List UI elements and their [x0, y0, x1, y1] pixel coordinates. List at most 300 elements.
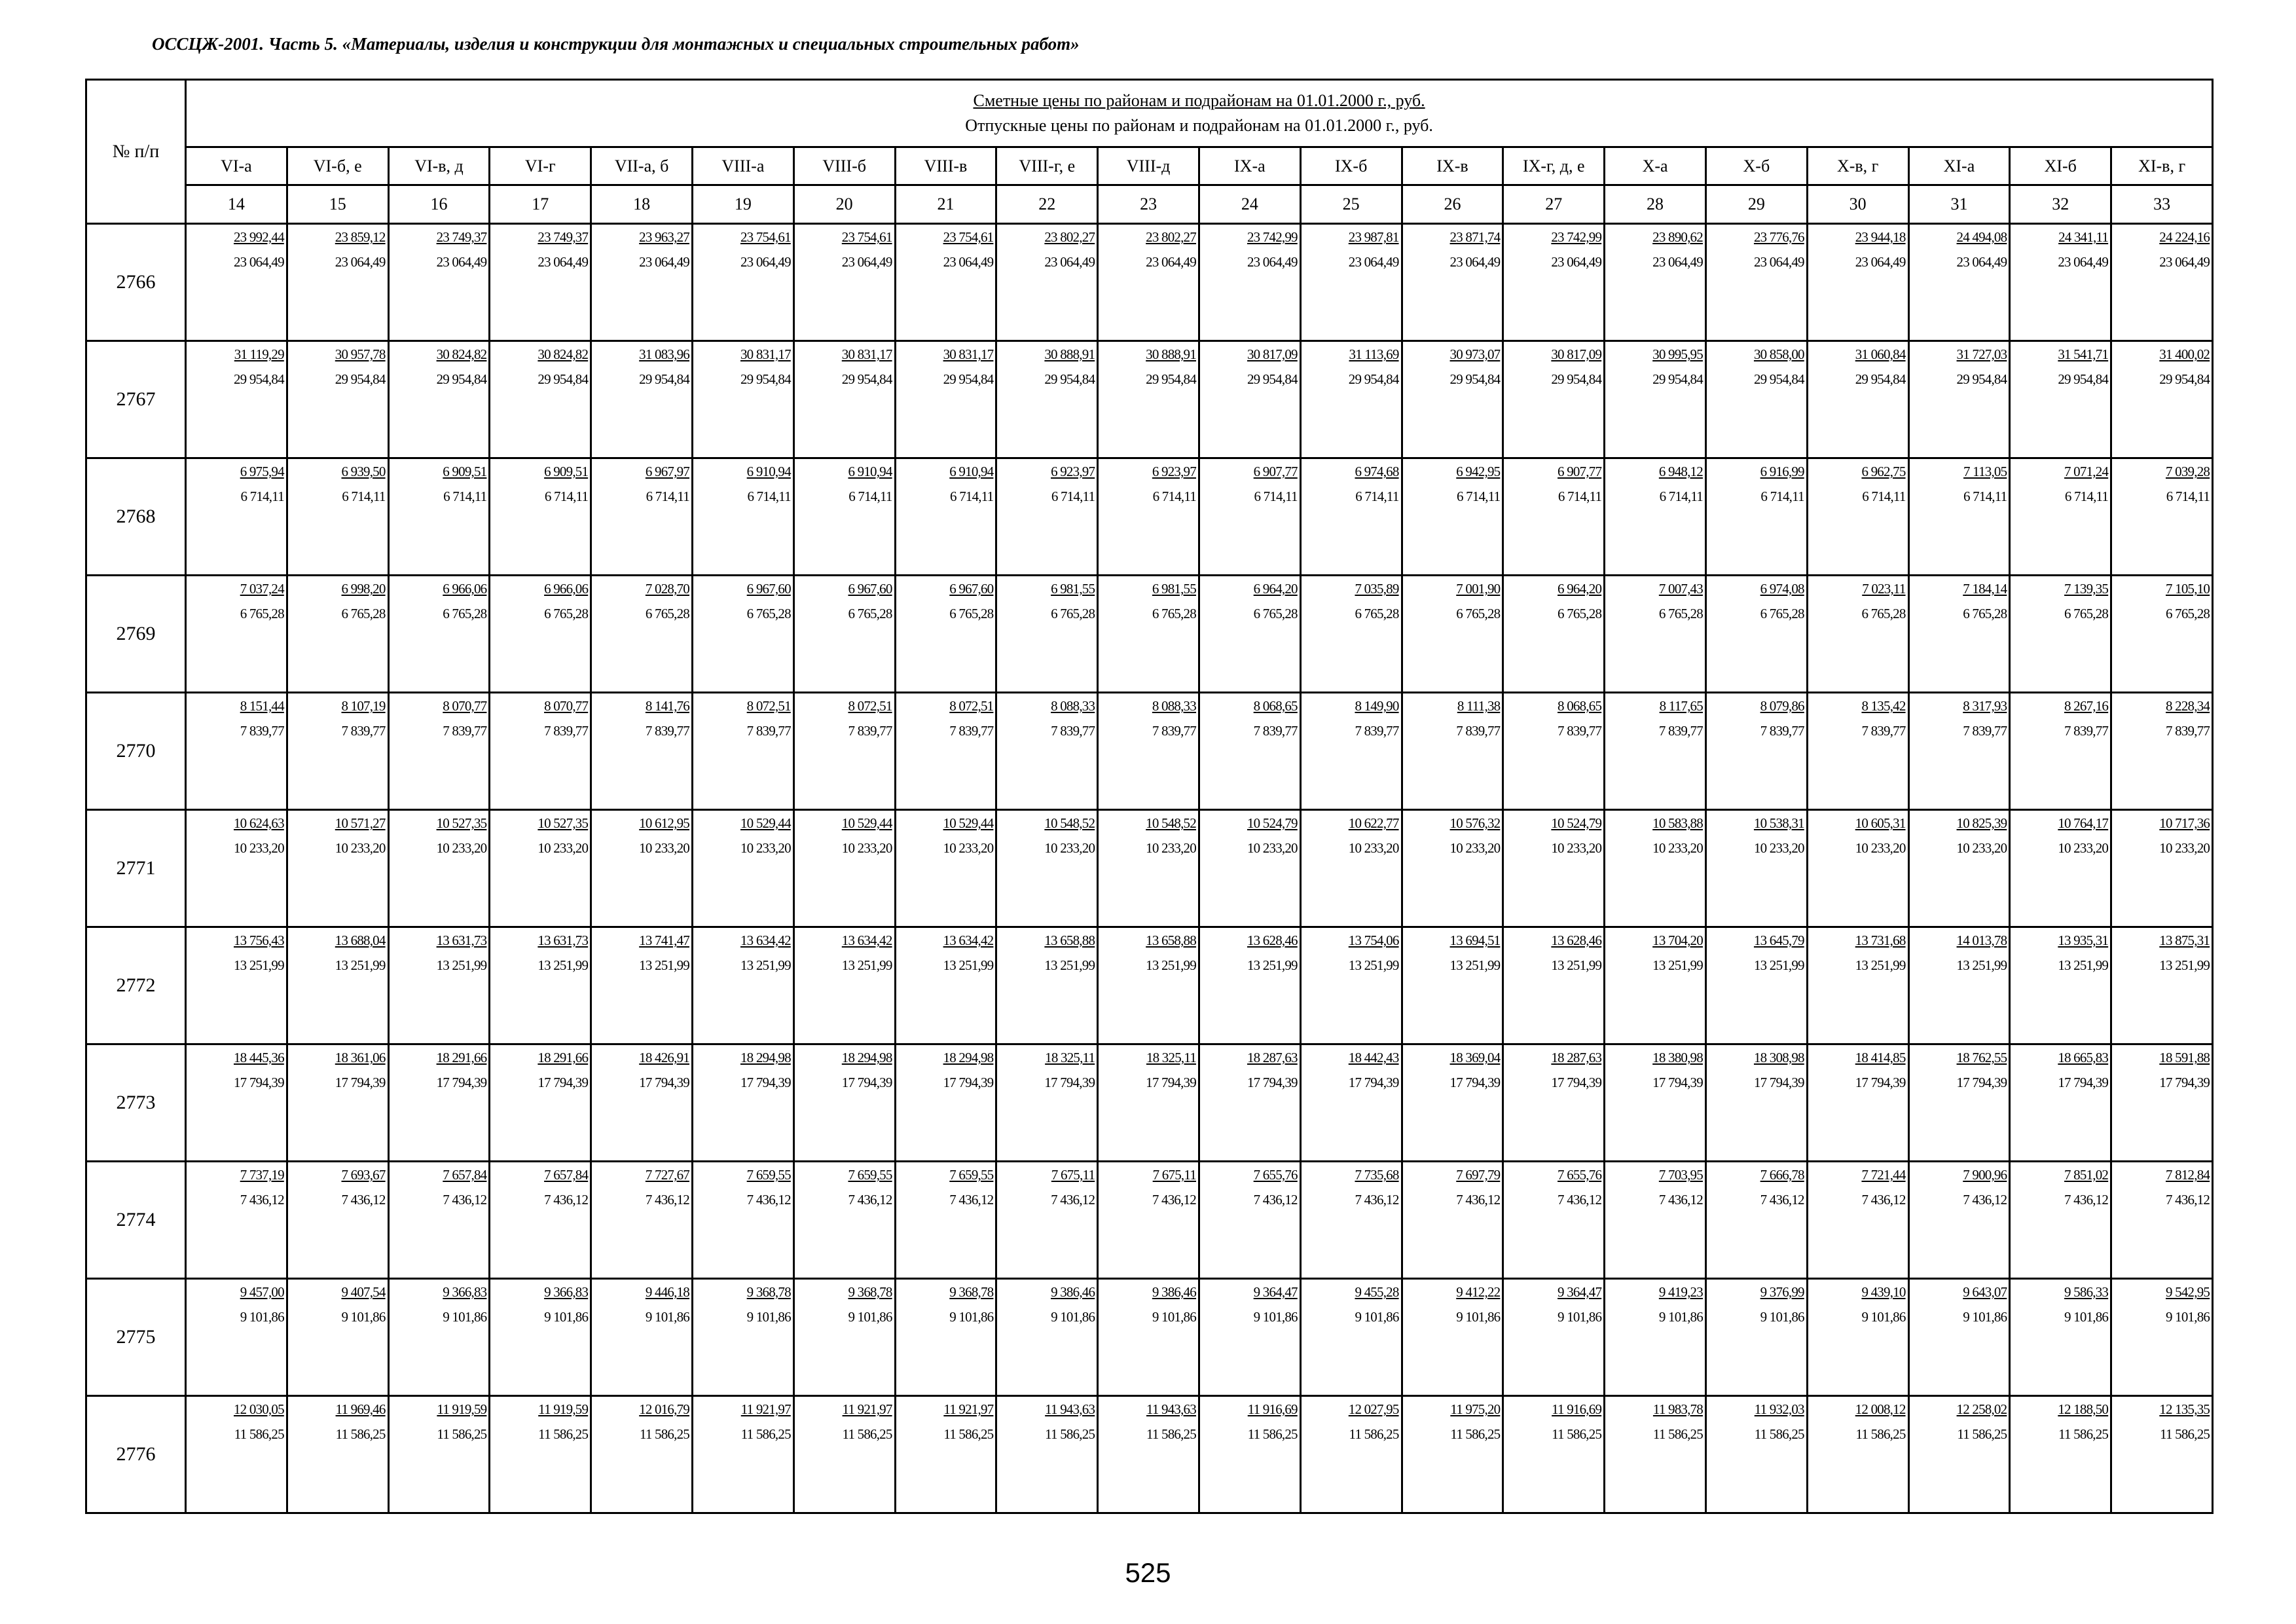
column-number: 31: [1908, 185, 2010, 224]
estimate-price: 12 188,50: [2058, 1401, 2109, 1417]
price-cell: [2010, 1279, 2111, 1396]
wholesale-price: 7 436,12: [1152, 1192, 1196, 1208]
wholesale-price: 17 794,39: [1044, 1075, 1095, 1090]
wholesale-price: 7 839,77: [443, 723, 487, 739]
estimate-price: 6 910,94: [949, 464, 994, 479]
price-cell: [287, 1279, 388, 1396]
wholesale-price: 17 794,39: [1753, 1075, 1804, 1090]
wholesale-price: 29 954,84: [1652, 371, 1703, 387]
price-cell: [1300, 810, 1402, 927]
wholesale-price: 17 794,39: [1348, 1075, 1399, 1090]
estimate-price: 7 721,44: [1861, 1167, 1906, 1183]
wholesale-price: 6 714,11: [1760, 489, 1804, 504]
wholesale-price: 23 064,49: [335, 254, 386, 270]
wholesale-price: 7 436,12: [240, 1192, 284, 1208]
wholesale-price: 6 765,28: [746, 606, 791, 621]
price-cell: [1098, 1162, 1199, 1279]
estimate-price: 10 548,52: [1044, 815, 1095, 831]
price-cell: [388, 1044, 490, 1162]
estimate-price: 6 948,12: [1658, 464, 1703, 479]
item-number: 2770: [86, 693, 186, 810]
table-row: [86, 810, 2213, 927]
wholesale-price: 17 794,39: [2159, 1075, 2210, 1090]
wholesale-price: 17 794,39: [1449, 1075, 1501, 1090]
price-cell: [1098, 810, 1199, 927]
document-title: ОССЦЖ-2001. Часть 5. «Материалы, изделия и конструкции для монтажных и специальных строительных работ»: [152, 34, 1080, 54]
price-cell: [591, 1162, 693, 1279]
price-cell: [2010, 1044, 2111, 1162]
item-number: 2775: [86, 1279, 186, 1396]
price-cell: [2111, 927, 2213, 1044]
price-cell: [692, 693, 793, 810]
price-cell: [2010, 1162, 2111, 1279]
estimate-price: 12 135,35: [2159, 1401, 2210, 1417]
price-cell: [1908, 1279, 2010, 1396]
estimate-price: 10 764,17: [2058, 815, 2109, 831]
table-row: [86, 1044, 2213, 1162]
estimate-price: 7 655,76: [1253, 1167, 1298, 1183]
price-cell: [388, 341, 490, 458]
price-cell: [793, 1044, 895, 1162]
estimate-price: 13 694,51: [1449, 932, 1501, 948]
wholesale-price: 10 233,20: [233, 840, 284, 856]
estimate-price: 6 975,94: [240, 464, 284, 479]
item-number: 2774: [86, 1162, 186, 1279]
estimate-price: 8 317,93: [1963, 698, 2007, 714]
estimate-price: 6 939,50: [341, 464, 386, 479]
estimate-price: 31 400,02: [2159, 346, 2210, 362]
estimate-price: 10 583,88: [1652, 815, 1703, 831]
wholesale-price: 29 954,84: [1753, 371, 1804, 387]
price-cell: [1098, 927, 1199, 1044]
price-cell: [692, 576, 793, 693]
wholesale-price: 10 233,20: [436, 840, 487, 856]
wholesale-price: 7 436,12: [1253, 1192, 1298, 1208]
wholesale-price: 23 064,49: [1956, 254, 2007, 270]
column-number: 17: [490, 185, 591, 224]
estimate-price: 7 659,55: [746, 1167, 791, 1183]
page-number: 525: [1125, 1557, 1171, 1588]
estimate-price: 6 923,97: [1051, 464, 1095, 479]
table-row: [86, 927, 2213, 1044]
table-row: [86, 458, 2213, 576]
price-cell: [490, 1396, 591, 1513]
estimate-price: 23 754,61: [740, 229, 791, 245]
wholesale-price: 7 839,77: [1253, 723, 1298, 739]
price-cell: [1605, 693, 1706, 810]
estimate-price: 23 742,99: [1247, 229, 1298, 245]
estimate-price: 6 967,97: [645, 464, 689, 479]
price-cell: [692, 458, 793, 576]
wholesale-price: 17 794,39: [740, 1075, 791, 1090]
estimate-price: 6 923,97: [1152, 464, 1196, 479]
estimate-price: 23 963,27: [639, 229, 689, 245]
estimate-price: 10 605,31: [1855, 815, 1906, 831]
region-header: IX-г, д, е: [1503, 147, 1605, 185]
wholesale-price: 29 954,84: [2058, 371, 2109, 387]
wholesale-price: 6 765,28: [1760, 606, 1804, 621]
wholesale-price: 7 839,77: [1558, 723, 1602, 739]
price-cell: [1402, 1162, 1503, 1279]
table-row: [86, 341, 2213, 458]
wholesale-price: 6 765,28: [544, 606, 589, 621]
column-number: 23: [1098, 185, 1199, 224]
price-cell: [996, 810, 1098, 927]
price-cell: [1705, 224, 1807, 341]
estimate-price: 9 368,78: [848, 1284, 892, 1300]
column-number: 30: [1807, 185, 1908, 224]
wholesale-price: 13 251,99: [639, 957, 689, 973]
estimate-price: 7 113,05: [1963, 464, 2007, 479]
wholesale-price: 23 064,49: [1551, 254, 1602, 270]
estimate-price: 7 659,55: [949, 1167, 994, 1183]
estimate-price: 11 921,97: [740, 1401, 791, 1417]
column-number: 19: [692, 185, 793, 224]
price-cell: [1503, 927, 1605, 1044]
estimate-price-caption: Сметные цены по районам и подрайонам на 01.01.2000 г., руб.: [973, 91, 1425, 111]
price-cell: [2010, 224, 2111, 341]
column-number: 28: [1605, 185, 1706, 224]
wholesale-price: 13 251,99: [2058, 957, 2109, 973]
price-cell: [287, 810, 388, 927]
price-cell: [1503, 1279, 1605, 1396]
wholesale-price: 13 251,99: [841, 957, 892, 973]
estimate-price: 23 890,62: [1652, 229, 1703, 245]
price-cell: [996, 576, 1098, 693]
price-cell: [388, 1396, 490, 1513]
wholesale-price: 17 794,39: [1146, 1075, 1196, 1090]
estimate-price: 13 658,88: [1044, 932, 1095, 948]
price-cell: [1402, 1044, 1503, 1162]
wholesale-price: 7 839,77: [341, 723, 386, 739]
estimate-price: 13 658,88: [1146, 932, 1196, 948]
estimate-price: 30 817,09: [1247, 346, 1298, 362]
wholesale-price: 7 436,12: [443, 1192, 487, 1208]
wholesale-price: 29 954,84: [1044, 371, 1095, 387]
price-cell: [996, 458, 1098, 576]
region-header: VI-а: [186, 147, 287, 185]
wholesale-price: 11 586,25: [335, 1426, 386, 1442]
price-cell: [692, 1162, 793, 1279]
price-cell: [1098, 224, 1199, 341]
table-body: [86, 224, 2213, 1513]
price-cell: [895, 927, 996, 1044]
estimate-price: 6 962,75: [1861, 464, 1906, 479]
price-cell: [895, 576, 996, 693]
estimate-price: 12 016,79: [639, 1401, 689, 1417]
price-cell: [490, 810, 591, 927]
column-number: 20: [793, 185, 895, 224]
wholesale-price: 17 794,39: [1652, 1075, 1703, 1090]
wholesale-price: 13 251,99: [943, 957, 994, 973]
price-cell: [1503, 224, 1605, 341]
wholesale-price: 9 101,86: [1760, 1309, 1804, 1325]
estimate-price: 13 704,20: [1652, 932, 1703, 948]
wholesale-price: 7 839,77: [1861, 723, 1906, 739]
estimate-price: 23 992,44: [233, 229, 284, 245]
price-cell: [1908, 458, 2010, 576]
estimate-price: 9 376,99: [1760, 1284, 1804, 1300]
price-cell: [2111, 458, 2213, 576]
estimate-price: 13 875,31: [2159, 932, 2210, 948]
item-number: 2769: [86, 576, 186, 693]
wholesale-price: 6 765,28: [1355, 606, 1399, 621]
estimate-price: 6 964,20: [1253, 581, 1298, 597]
wholesale-price: 13 251,99: [1551, 957, 1602, 973]
wholesale-price: 6 765,28: [848, 606, 892, 621]
wholesale-price: 29 954,84: [639, 371, 689, 387]
price-cell: [186, 1279, 287, 1396]
wholesale-price: 7 436,12: [1658, 1192, 1703, 1208]
region-header: VIII-г, е: [996, 147, 1098, 185]
estimate-price: 18 291,66: [436, 1050, 487, 1065]
price-cell: [2111, 810, 2213, 927]
wholesale-price: 7 436,12: [1558, 1192, 1602, 1208]
wholesale-price: 13 251,99: [1652, 957, 1703, 973]
price-cell: [692, 1396, 793, 1513]
estimate-price: 30 831,17: [841, 346, 892, 362]
price-cell: [1300, 1162, 1402, 1279]
estimate-price: 7 657,84: [443, 1167, 487, 1183]
price-cell: [895, 341, 996, 458]
wholesale-price: 9 101,86: [949, 1309, 994, 1325]
estimate-price: 10 717,36: [2159, 815, 2210, 831]
price-cell: [1098, 1396, 1199, 1513]
estimate-price: 23 742,99: [1551, 229, 1602, 245]
price-cell: [1807, 1162, 1908, 1279]
wholesale-price: 9 101,86: [1456, 1309, 1501, 1325]
wholesale-price: 23 064,49: [841, 254, 892, 270]
price-cell: [1199, 810, 1300, 927]
estimate-price: 6 942,95: [1456, 464, 1501, 479]
wholesale-price: 6 714,11: [848, 489, 892, 504]
wholesale-price: 6 765,28: [2166, 606, 2210, 621]
price-cell: [1199, 693, 1300, 810]
wholesale-price: 23 064,49: [1348, 254, 1399, 270]
estimate-price: 10 624,63: [233, 815, 284, 831]
price-cell: [186, 576, 287, 693]
wholesale-price: 6 714,11: [1862, 489, 1906, 504]
wholesale-price: 11 586,25: [639, 1426, 689, 1442]
price-cell: [1908, 576, 2010, 693]
price-cell: [186, 458, 287, 576]
estimate-price: 23 754,61: [841, 229, 892, 245]
estimate-price: 11 983,78: [1652, 1401, 1703, 1417]
estimate-price: 7 657,84: [544, 1167, 589, 1183]
wholesale-price: 10 233,20: [943, 840, 994, 856]
region-header: VI-г: [490, 147, 591, 185]
region-header: XI-а: [1908, 147, 2010, 185]
wholesale-price: 29 954,84: [2159, 371, 2210, 387]
wholesale-price: 6 714,11: [646, 489, 689, 504]
price-cell: [1605, 224, 1706, 341]
wholesale-price: 13 251,99: [1956, 957, 2007, 973]
price-cell: [1908, 810, 2010, 927]
price-cell: [1807, 1396, 1908, 1513]
wholesale-price: 17 794,39: [1855, 1075, 1906, 1090]
price-cell: [490, 458, 591, 576]
price-cell: [1705, 927, 1807, 1044]
estimate-price: 14 013,78: [1956, 932, 2007, 948]
wholesale-price: 11 586,25: [943, 1426, 994, 1442]
wholesale-price: 6 765,28: [240, 606, 284, 621]
estimate-price: 23 776,76: [1753, 229, 1804, 245]
estimate-price: 8 072,51: [746, 698, 791, 714]
price-cell: [1705, 1279, 1807, 1396]
estimate-price: 7 675,11: [1152, 1167, 1196, 1183]
price-cell: [1605, 1396, 1706, 1513]
price-cell: [1908, 1396, 2010, 1513]
wholesale-price: 7 839,77: [1051, 723, 1095, 739]
column-number: 14: [186, 185, 287, 224]
price-cell: [895, 1396, 996, 1513]
estimate-price: 13 628,46: [1247, 932, 1298, 948]
estimate-price: 18 414,85: [1855, 1050, 1906, 1065]
wholesale-price: 6 765,28: [1456, 606, 1501, 621]
estimate-price: 8 135,42: [1861, 698, 1906, 714]
price-cell: [287, 927, 388, 1044]
estimate-price: 9 364,47: [1558, 1284, 1602, 1300]
estimate-price: 11 932,03: [1754, 1401, 1804, 1417]
estimate-price: 30 888,91: [1044, 346, 1095, 362]
price-cell: [388, 576, 490, 693]
wholesale-price: 10 233,20: [639, 840, 689, 856]
estimate-price: 30 858,00: [1753, 346, 1804, 362]
price-cell: [591, 1396, 693, 1513]
estimate-price: 8 072,51: [949, 698, 994, 714]
estimate-price: 10 524,79: [1247, 815, 1298, 831]
price-cell: [186, 224, 287, 341]
price-cell: [1908, 1044, 2010, 1162]
price-cell: [2111, 224, 2213, 341]
wholesale-price: 6 765,28: [1658, 606, 1703, 621]
wholesale-price: 11 586,25: [437, 1426, 487, 1442]
estimate-price: 9 419,23: [1658, 1284, 1703, 1300]
price-cell: [692, 1279, 793, 1396]
wholesale-price: 6 714,11: [1558, 489, 1602, 504]
wholesale-price: 7 839,77: [1355, 723, 1399, 739]
price-cell: [1503, 1396, 1605, 1513]
wholesale-price: 11 586,25: [1146, 1426, 1196, 1442]
item-number: 2771: [86, 810, 186, 927]
price-cell: [1300, 224, 1402, 341]
wholesale-price: 17 794,39: [639, 1075, 689, 1090]
wholesale-price: 10 233,20: [1348, 840, 1399, 856]
wholesale-price: 7 436,12: [848, 1192, 892, 1208]
price-cell: [490, 576, 591, 693]
price-cell: [1098, 341, 1199, 458]
estimate-price: 11 916,69: [1552, 1401, 1602, 1417]
price-cell: [490, 927, 591, 1044]
price-cell: [287, 1396, 388, 1513]
price-cell: [1605, 927, 1706, 1044]
price-cell: [1503, 341, 1605, 458]
price-cell: [1705, 693, 1807, 810]
wholesale-price: 11 586,25: [1652, 1426, 1703, 1442]
wholesale-price: 11 586,25: [234, 1426, 284, 1442]
price-cell: [2111, 341, 2213, 458]
estimate-price: 7 139,35: [2064, 581, 2109, 597]
wholesale-price: 10 233,20: [335, 840, 386, 856]
estimate-price: 18 445,36: [233, 1050, 284, 1065]
region-header: VI-б, е: [287, 147, 388, 185]
price-cell: [793, 1396, 895, 1513]
estimate-price: 23 859,12: [335, 229, 386, 245]
estimate-price: 18 294,98: [740, 1050, 791, 1065]
wholesale-price: 6 714,11: [342, 489, 386, 504]
estimate-price: 7 023,11: [1862, 581, 1906, 597]
price-cell: [1605, 576, 1706, 693]
estimate-price: 30 824,82: [538, 346, 589, 362]
estimate-price: 11 969,46: [335, 1401, 386, 1417]
wholesale-price: 7 839,77: [544, 723, 589, 739]
wholesale-price: 23 064,49: [943, 254, 994, 270]
estimate-price: 9 407,54: [341, 1284, 386, 1300]
wholesale-price: 29 954,84: [943, 371, 994, 387]
estimate-price: 6 974,08: [1760, 581, 1804, 597]
column-number: 22: [996, 185, 1098, 224]
wholesale-price: 23 064,49: [639, 254, 689, 270]
estimate-price: 30 973,07: [1449, 346, 1501, 362]
price-cell: [793, 458, 895, 576]
estimate-price: 9 368,78: [949, 1284, 994, 1300]
price-cell: [186, 1162, 287, 1279]
table-row: [86, 1396, 2213, 1513]
price-cell: [1402, 693, 1503, 810]
wholesale-price: 29 954,84: [1348, 371, 1399, 387]
estimate-price: 7 851,02: [2064, 1167, 2109, 1183]
wholesale-price: 7 839,77: [2166, 723, 2210, 739]
wholesale-price: 10 233,20: [1247, 840, 1298, 856]
wholesale-price: 6 714,11: [443, 489, 487, 504]
price-cell: [1300, 458, 1402, 576]
price-cell: [1402, 458, 1503, 576]
price-cell: [1908, 693, 2010, 810]
wholesale-price: 7 839,77: [1658, 723, 1703, 739]
estimate-price: 13 628,46: [1551, 932, 1602, 948]
wholesale-price: 7 436,12: [1456, 1192, 1501, 1208]
price-cell: [1503, 1044, 1605, 1162]
price-cell: [996, 224, 1098, 341]
wholesale-price: 23 064,49: [2058, 254, 2109, 270]
price-cell: [388, 927, 490, 1044]
estimate-price: 12 027,95: [1348, 1401, 1399, 1417]
wholesale-price: 11 586,25: [1855, 1426, 1906, 1442]
price-cell: [1807, 576, 1908, 693]
estimate-price: 18 294,98: [943, 1050, 994, 1065]
price-cell: [591, 224, 693, 341]
estimate-price: 6 981,55: [1152, 581, 1196, 597]
wholesale-price: 7 436,12: [746, 1192, 791, 1208]
wholesale-price: 9 101,86: [1558, 1309, 1602, 1325]
estimate-price: 9 643,07: [1963, 1284, 2007, 1300]
wholesale-price: 9 101,86: [1253, 1309, 1298, 1325]
wholesale-price: 6 765,28: [1558, 606, 1602, 621]
wholesale-price: 7 839,77: [848, 723, 892, 739]
price-cell: [591, 1044, 693, 1162]
price-cell: [1705, 810, 1807, 927]
estimate-price: 23 987,81: [1348, 229, 1399, 245]
price-cell: [490, 341, 591, 458]
wholesale-price: 6 765,28: [1253, 606, 1298, 621]
wholesale-price: 17 794,39: [538, 1075, 589, 1090]
price-cell: [1807, 927, 1908, 1044]
estimate-price: 7 727,67: [645, 1167, 689, 1183]
estimate-price: 8 111,38: [1457, 698, 1501, 714]
estimate-price: 8 117,65: [1659, 698, 1703, 714]
price-cell: [996, 1044, 1098, 1162]
price-cell: [388, 458, 490, 576]
